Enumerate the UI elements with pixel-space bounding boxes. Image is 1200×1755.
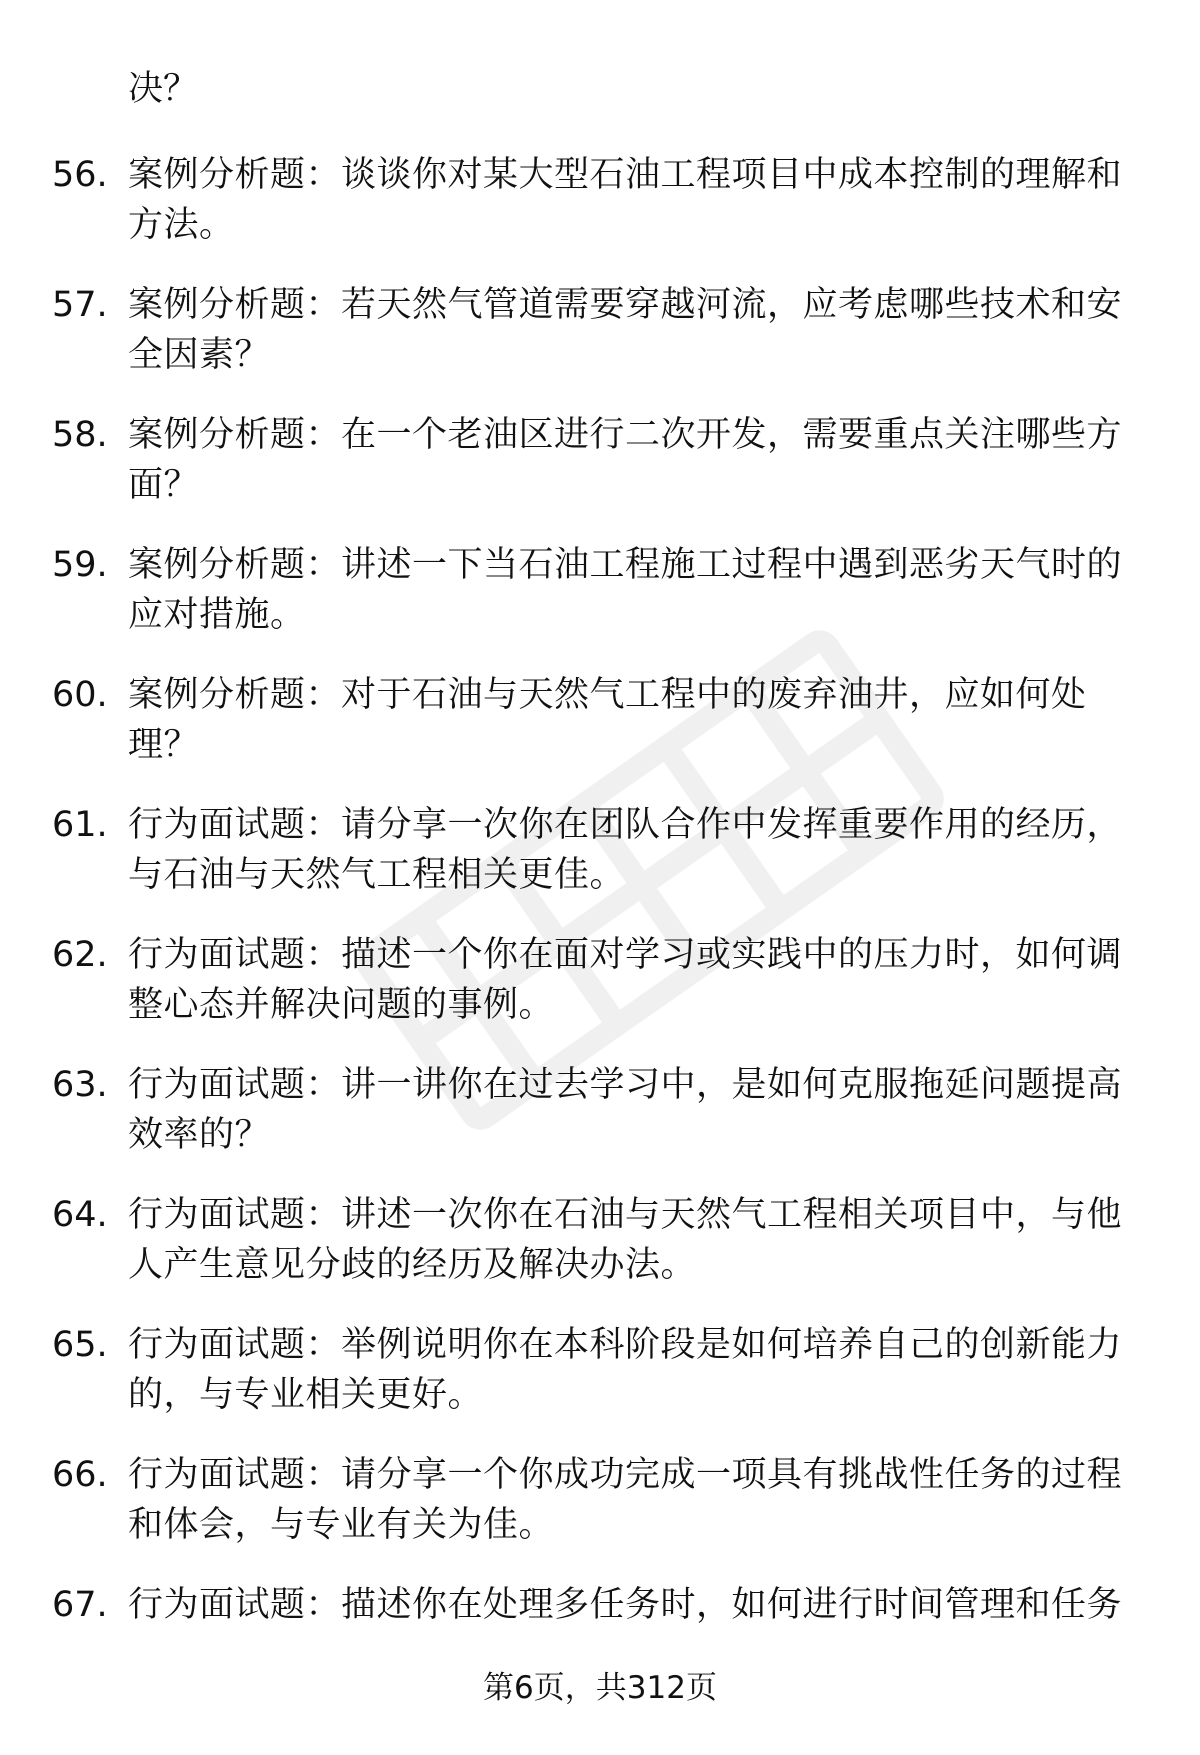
question-number: 61. (52, 805, 108, 845)
question-number: 63. (52, 1065, 108, 1105)
question-text: 行为面试题：讲一讲你在过去学习中，是如何克服拖延问题提高效率的？ (128, 1065, 1123, 1155)
question-text: 行为面试题：请分享一个你成功完成一项具有挑战性任务的过程和体会，与专业有关为佳。 (128, 1455, 1123, 1545)
question-number: 58. (52, 415, 108, 455)
question-text: 案例分析题：讲述一下当石油工程施工过程中遇到恶劣天气时的应对措施。 (128, 545, 1123, 635)
list-item (0, 930, 1200, 1060)
question-text: 行为面试题：讲述一次你在石油与天然气工程相关项目中，与他人产生意见分歧的经历及解决办法。 (128, 1195, 1123, 1285)
question-text: 行为面试题：描述你在处理多任务时，如何进行时间管理和任务 (128, 1585, 1123, 1625)
list-item (0, 1190, 1200, 1320)
question-number: 66. (52, 1455, 108, 1495)
question-number: 62. (52, 935, 108, 975)
question-text: 案例分析题：谈谈你对某大型石油工程项目中成本控制的理解和方法。 (128, 155, 1123, 245)
list-item (0, 800, 1200, 930)
question-text: 案例分析题：对于石油与天然气工程中的废弃油井，应如何处理？ (128, 675, 1087, 765)
question-text: 行为面试题：描述一个你在面对学习或实践中的压力时，如何调整心态并解决问题的事例。 (128, 935, 1123, 1025)
list-item (0, 280, 1200, 410)
question-number: 56. (52, 155, 108, 195)
list-item (0, 150, 1200, 280)
list-item (0, 1450, 1200, 1580)
list-item (0, 1320, 1200, 1450)
question-number: 67. (52, 1585, 108, 1625)
question-number: 60. (52, 675, 108, 715)
question-number: 65. (52, 1325, 108, 1365)
list-item (0, 410, 1200, 540)
question-text: 案例分析题：若天然气管道需要穿越河流，应考虑哪些技术和安全因素？ (128, 285, 1123, 375)
question-number: 59. (52, 545, 108, 585)
question-list (0, 150, 1200, 1710)
list-item (0, 540, 1200, 670)
question-text: 行为面试题：请分享一次你在团队合作中发挥重要作用的经历，与石油与天然气工程相关更佳。 (128, 805, 1123, 895)
continuation-text: 决？ (128, 69, 199, 109)
list-item (0, 670, 1200, 800)
question-text: 行为面试题：举例说明你在本科阶段是如何培养自己的创新能力的，与专业相关更好。 (128, 1325, 1123, 1415)
page-footer: 第6页，共312页 (483, 1670, 717, 1706)
question-number: 57. (52, 285, 108, 325)
question-text: 案例分析题：在一个老油区进行二次开发，需要重点关注哪些方面？ (128, 415, 1123, 505)
list-item (0, 1060, 1200, 1190)
question-number: 64. (52, 1195, 108, 1235)
